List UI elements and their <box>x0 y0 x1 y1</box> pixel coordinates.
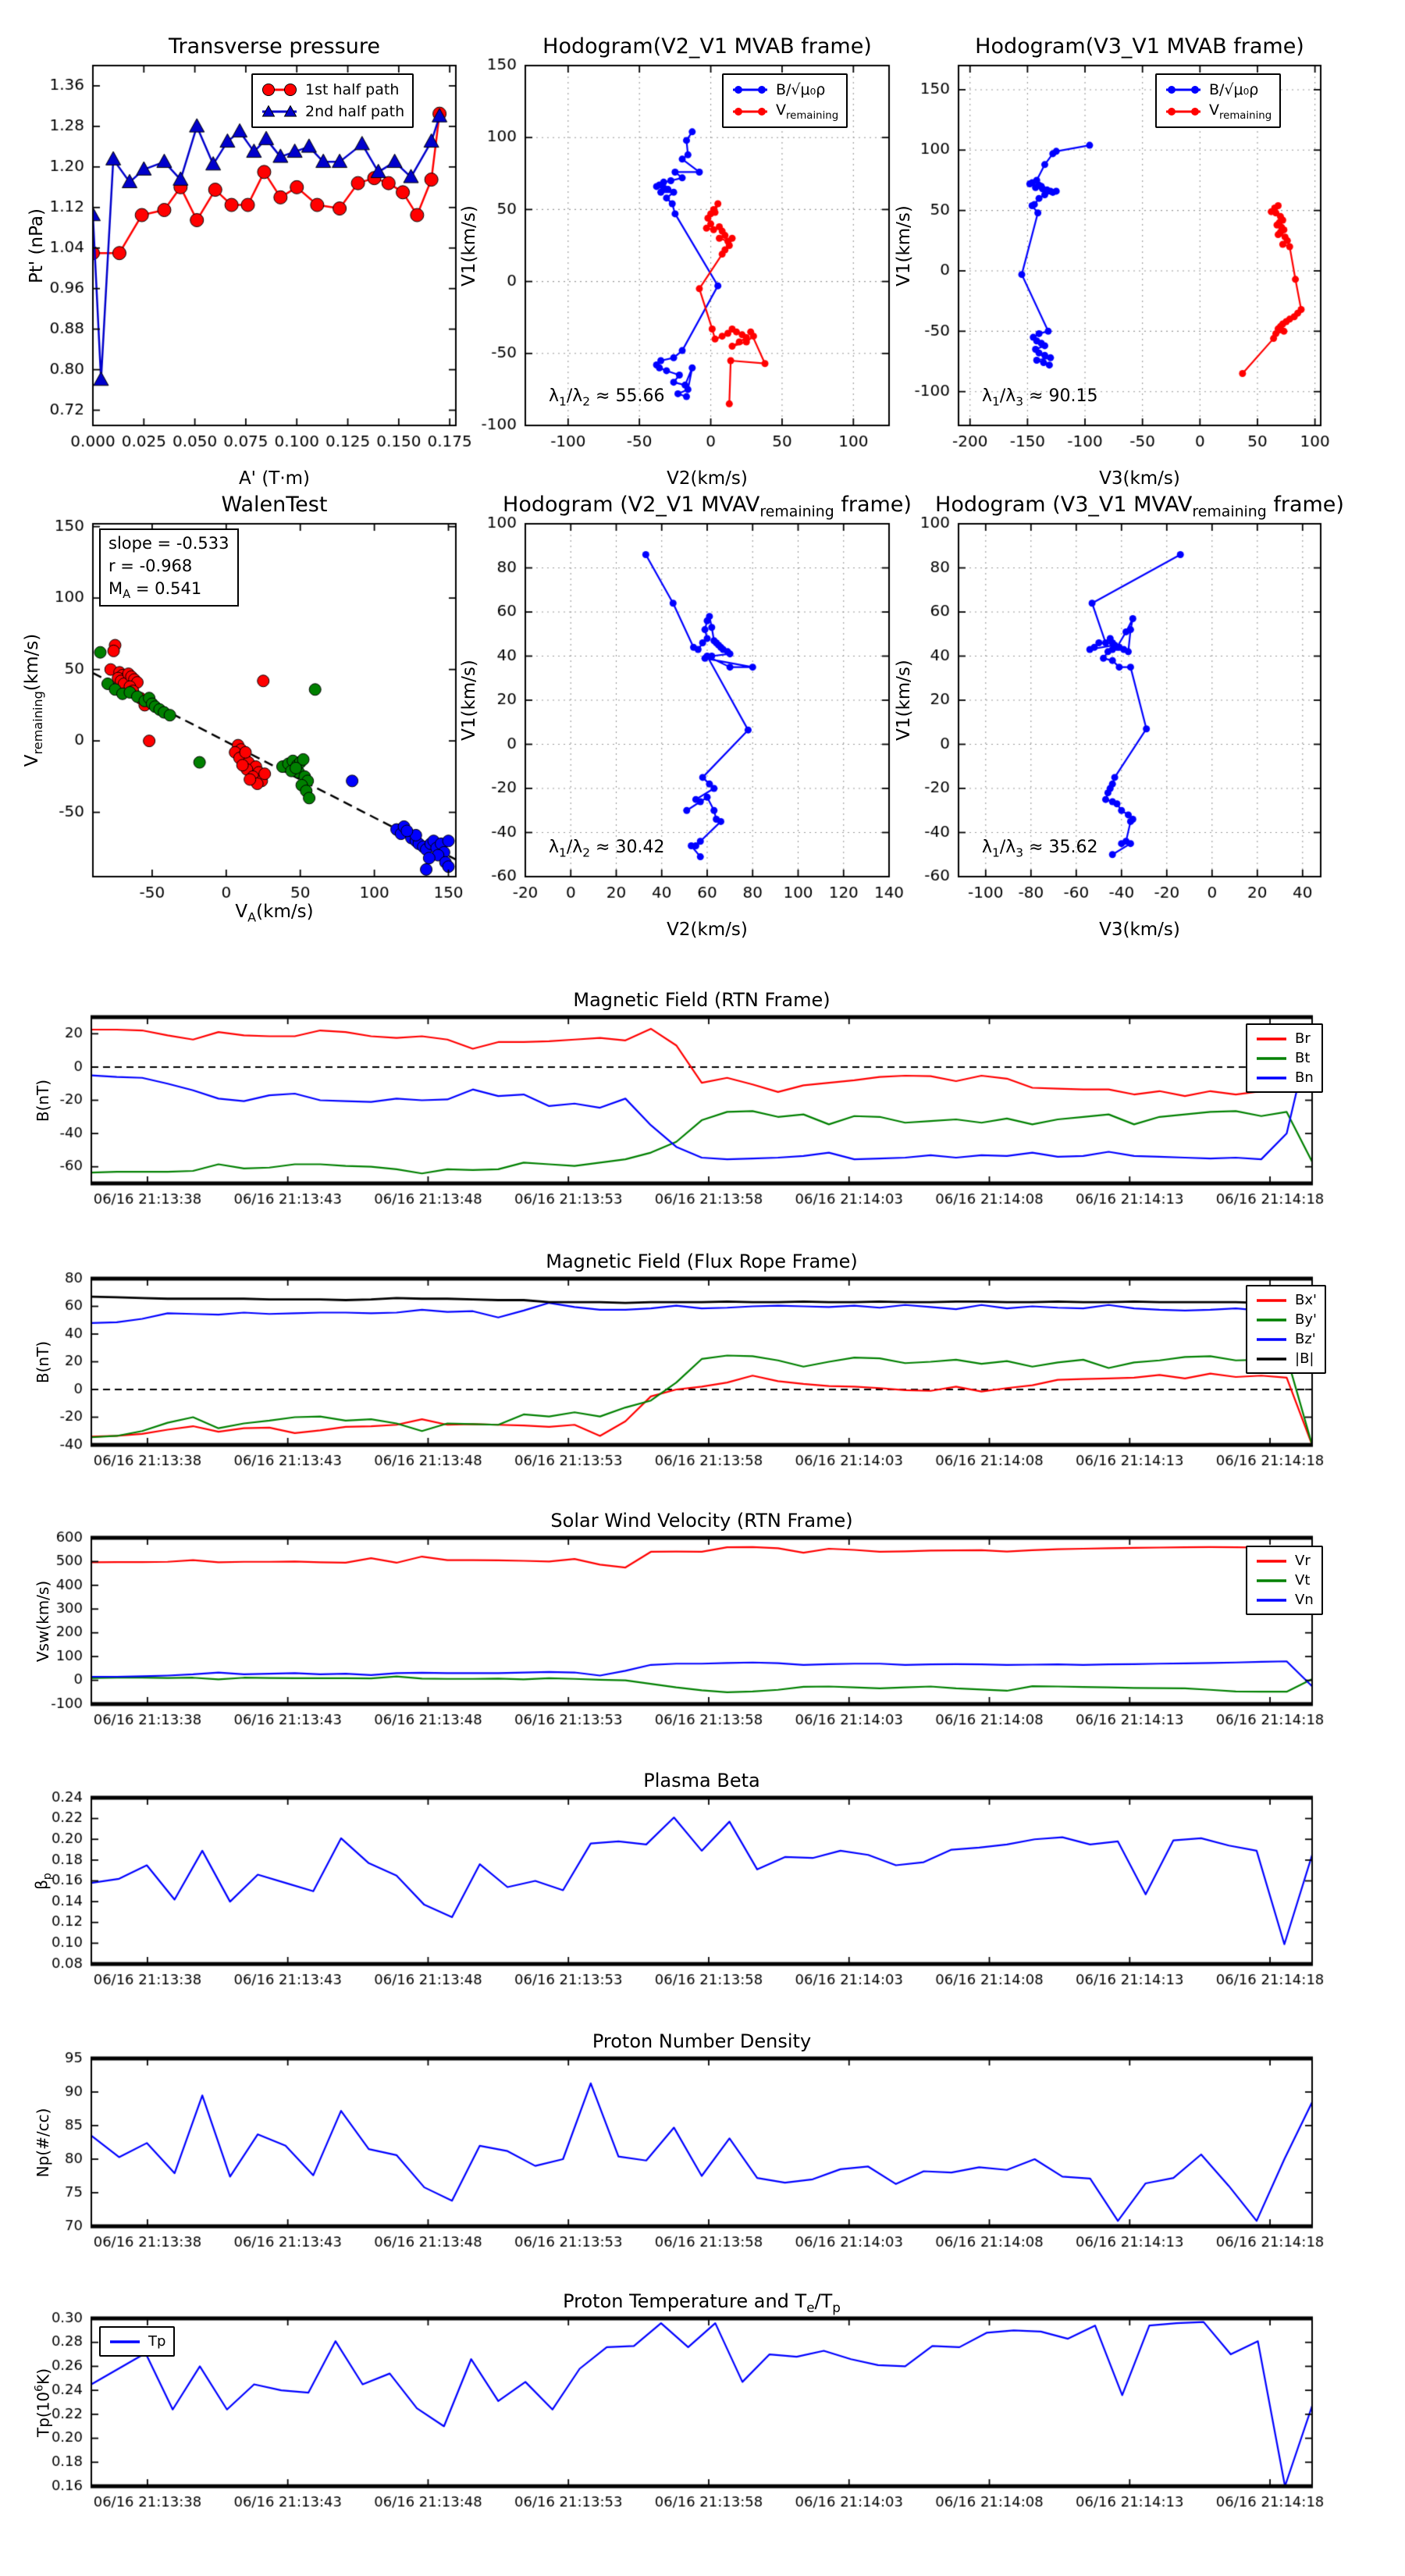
legend-item <box>1255 1349 1317 1368</box>
panel-title-ts1: Magnetic Field (RTN Frame) <box>573 989 831 1011</box>
legend-item-label: $V_{remaining}$ <box>776 101 839 122</box>
x-axis-label-p5: V2(km/s) <box>667 920 748 940</box>
legend-line-swatch <box>1255 1553 1288 1569</box>
legend-item-label: Vr <box>1295 1553 1311 1569</box>
legend-item-label: |B| <box>1295 1350 1314 1367</box>
y-axis-label-ts2: B(nT) <box>34 1340 52 1383</box>
panel-title-p6: Hodogram (V3_V1 $MVAV_{remaining}$ frame) <box>935 493 1344 521</box>
legend-line-swatch <box>108 2334 141 2350</box>
y-axis-label-ts4: $\beta_p$ <box>32 1872 54 1890</box>
legend-item <box>108 2332 165 2351</box>
stats-line: $M_A = 0.541$ <box>108 578 202 602</box>
y-axis-label-p2: V1(km/s) <box>459 205 479 286</box>
panel-title-ts6: Proton Temperature and $T_e/T_p$ <box>563 2290 841 2315</box>
legend-item <box>1255 1590 1314 1610</box>
stats-line: slope = -0.533 <box>108 534 229 553</box>
legend-marker-swatch <box>261 104 298 119</box>
y-axis-label-p4: $V_{remaining}(km/s)$ <box>22 633 45 767</box>
legend-marker-swatch <box>731 104 769 119</box>
y-axis-label-ts3: Vsw(km/s) <box>34 1580 52 1662</box>
legend-item <box>1255 1048 1314 1068</box>
legend-ts6 <box>99 2326 175 2357</box>
legend-item-label: Bz' <box>1295 1331 1316 1347</box>
panel-title-p1: Transverse pressure <box>169 34 380 59</box>
annotation-p3: $\lambda_1/\lambda_3 \approx 90.15$ <box>982 386 1098 409</box>
x-axis-label-p6: V3(km/s) <box>1099 920 1180 940</box>
legend-item-label: $V_{remaining}$ <box>1209 101 1272 122</box>
y-axis-label-p3: V1(km/s) <box>894 205 914 286</box>
legend-line-swatch <box>1255 1070 1288 1086</box>
legend-line-swatch <box>1255 1312 1288 1328</box>
legend-item-label: Vt <box>1295 1572 1311 1589</box>
legend-item-label: B/√μ₀ρ <box>776 81 826 98</box>
legend-line-swatch <box>1255 1332 1288 1347</box>
panel-title-ts4: Plasma Beta <box>643 1770 760 1791</box>
x-axis-label-p2: V2(km/s) <box>667 468 748 489</box>
legend-ts1 <box>1246 1023 1323 1093</box>
legend-marker-swatch <box>1165 82 1202 98</box>
legend-item <box>1255 1310 1317 1329</box>
panel-title-p2: Hodogram(V2_V1 MVAB frame) <box>542 34 872 59</box>
legend-item <box>1255 1068 1314 1087</box>
legend-line-swatch <box>1255 1293 1288 1308</box>
legend-line-swatch <box>1255 1592 1288 1608</box>
legend-item-label: Vn <box>1295 1592 1314 1608</box>
legend-item <box>731 101 838 123</box>
legend-item <box>1165 79 1272 101</box>
legend-item-label: Bx' <box>1295 1292 1317 1308</box>
panel-title-p4: WalenTest <box>221 493 328 517</box>
annotation-p2: $\lambda_1/\lambda_2 \approx 55.66$ <box>549 386 665 409</box>
legend-p1 <box>251 73 414 128</box>
legend-marker-swatch <box>731 82 769 98</box>
legend-item-label: By' <box>1295 1311 1317 1328</box>
legend-item-label: Bt <box>1295 1050 1311 1066</box>
legend-p2 <box>722 73 848 128</box>
legend-line-swatch <box>1255 1051 1288 1066</box>
panel-title-ts5: Proton Number Density <box>592 2030 812 2052</box>
legend-item <box>1255 1571 1314 1590</box>
legend-item-label: 1st half path <box>305 81 400 98</box>
panel-title-p5: Hodogram (V2_V1 $MVAV_{remaining}$ frame) <box>503 493 912 521</box>
legend-ts3 <box>1246 1546 1323 1615</box>
y-axis-label-ts6: $Tp(10^6K)$ <box>33 2368 53 2437</box>
legend-marker-swatch <box>261 82 298 98</box>
panel-title-ts2: Magnetic Field (Flux Rope Frame) <box>546 1251 858 1272</box>
y-axis-label-ts1: B(nT) <box>34 1079 52 1122</box>
legend-item <box>1255 1029 1314 1048</box>
legend-p3 <box>1155 73 1281 128</box>
legend-ts2 <box>1246 1285 1326 1374</box>
legend-item <box>261 79 404 101</box>
panel-title-p3: Hodogram(V3_V1 MVAB frame) <box>975 34 1304 59</box>
y-axis-label-p6: V1(km/s) <box>894 660 914 741</box>
legend-item-label: Tp <box>148 2333 166 2350</box>
legend-line-swatch <box>1255 1351 1288 1367</box>
stats-box <box>99 528 239 607</box>
legend-item-label: 2nd half path <box>305 103 405 120</box>
legend-item <box>731 79 838 101</box>
x-axis-label-p4: $V_A(km/s)$ <box>235 902 314 925</box>
legend-item <box>1165 101 1272 123</box>
legend-item <box>1255 1551 1314 1571</box>
annotation-p5: $\lambda_1/\lambda_2 \approx 30.42$ <box>549 838 665 860</box>
legend-item <box>261 101 404 123</box>
legend-item <box>1255 1290 1317 1310</box>
stats-line: r = -0.968 <box>108 556 193 575</box>
y-axis-label-p5: V1(km/s) <box>459 660 479 741</box>
x-axis-label-p1: A' (T·m) <box>238 468 311 489</box>
legend-item-label: Bn <box>1295 1069 1314 1086</box>
legend-line-swatch <box>1255 1031 1288 1047</box>
annotation-p6: $\lambda_1/\lambda_3 \approx 35.62$ <box>982 838 1098 860</box>
legend-item-label: B/√μ₀ρ <box>1209 81 1259 98</box>
legend-item-label: Br <box>1295 1030 1311 1047</box>
panel-title-ts3: Solar Wind Velocity (RTN Frame) <box>550 1510 853 1532</box>
legend-item <box>1255 1329 1317 1349</box>
legend-line-swatch <box>1255 1573 1288 1589</box>
legend-marker-swatch <box>1165 104 1202 119</box>
y-axis-label-ts5: Np(#/cc) <box>34 2108 52 2177</box>
y-axis-label-p1: Pt' (nPa) <box>27 208 47 283</box>
x-axis-label-p3: V3(km/s) <box>1099 468 1180 489</box>
